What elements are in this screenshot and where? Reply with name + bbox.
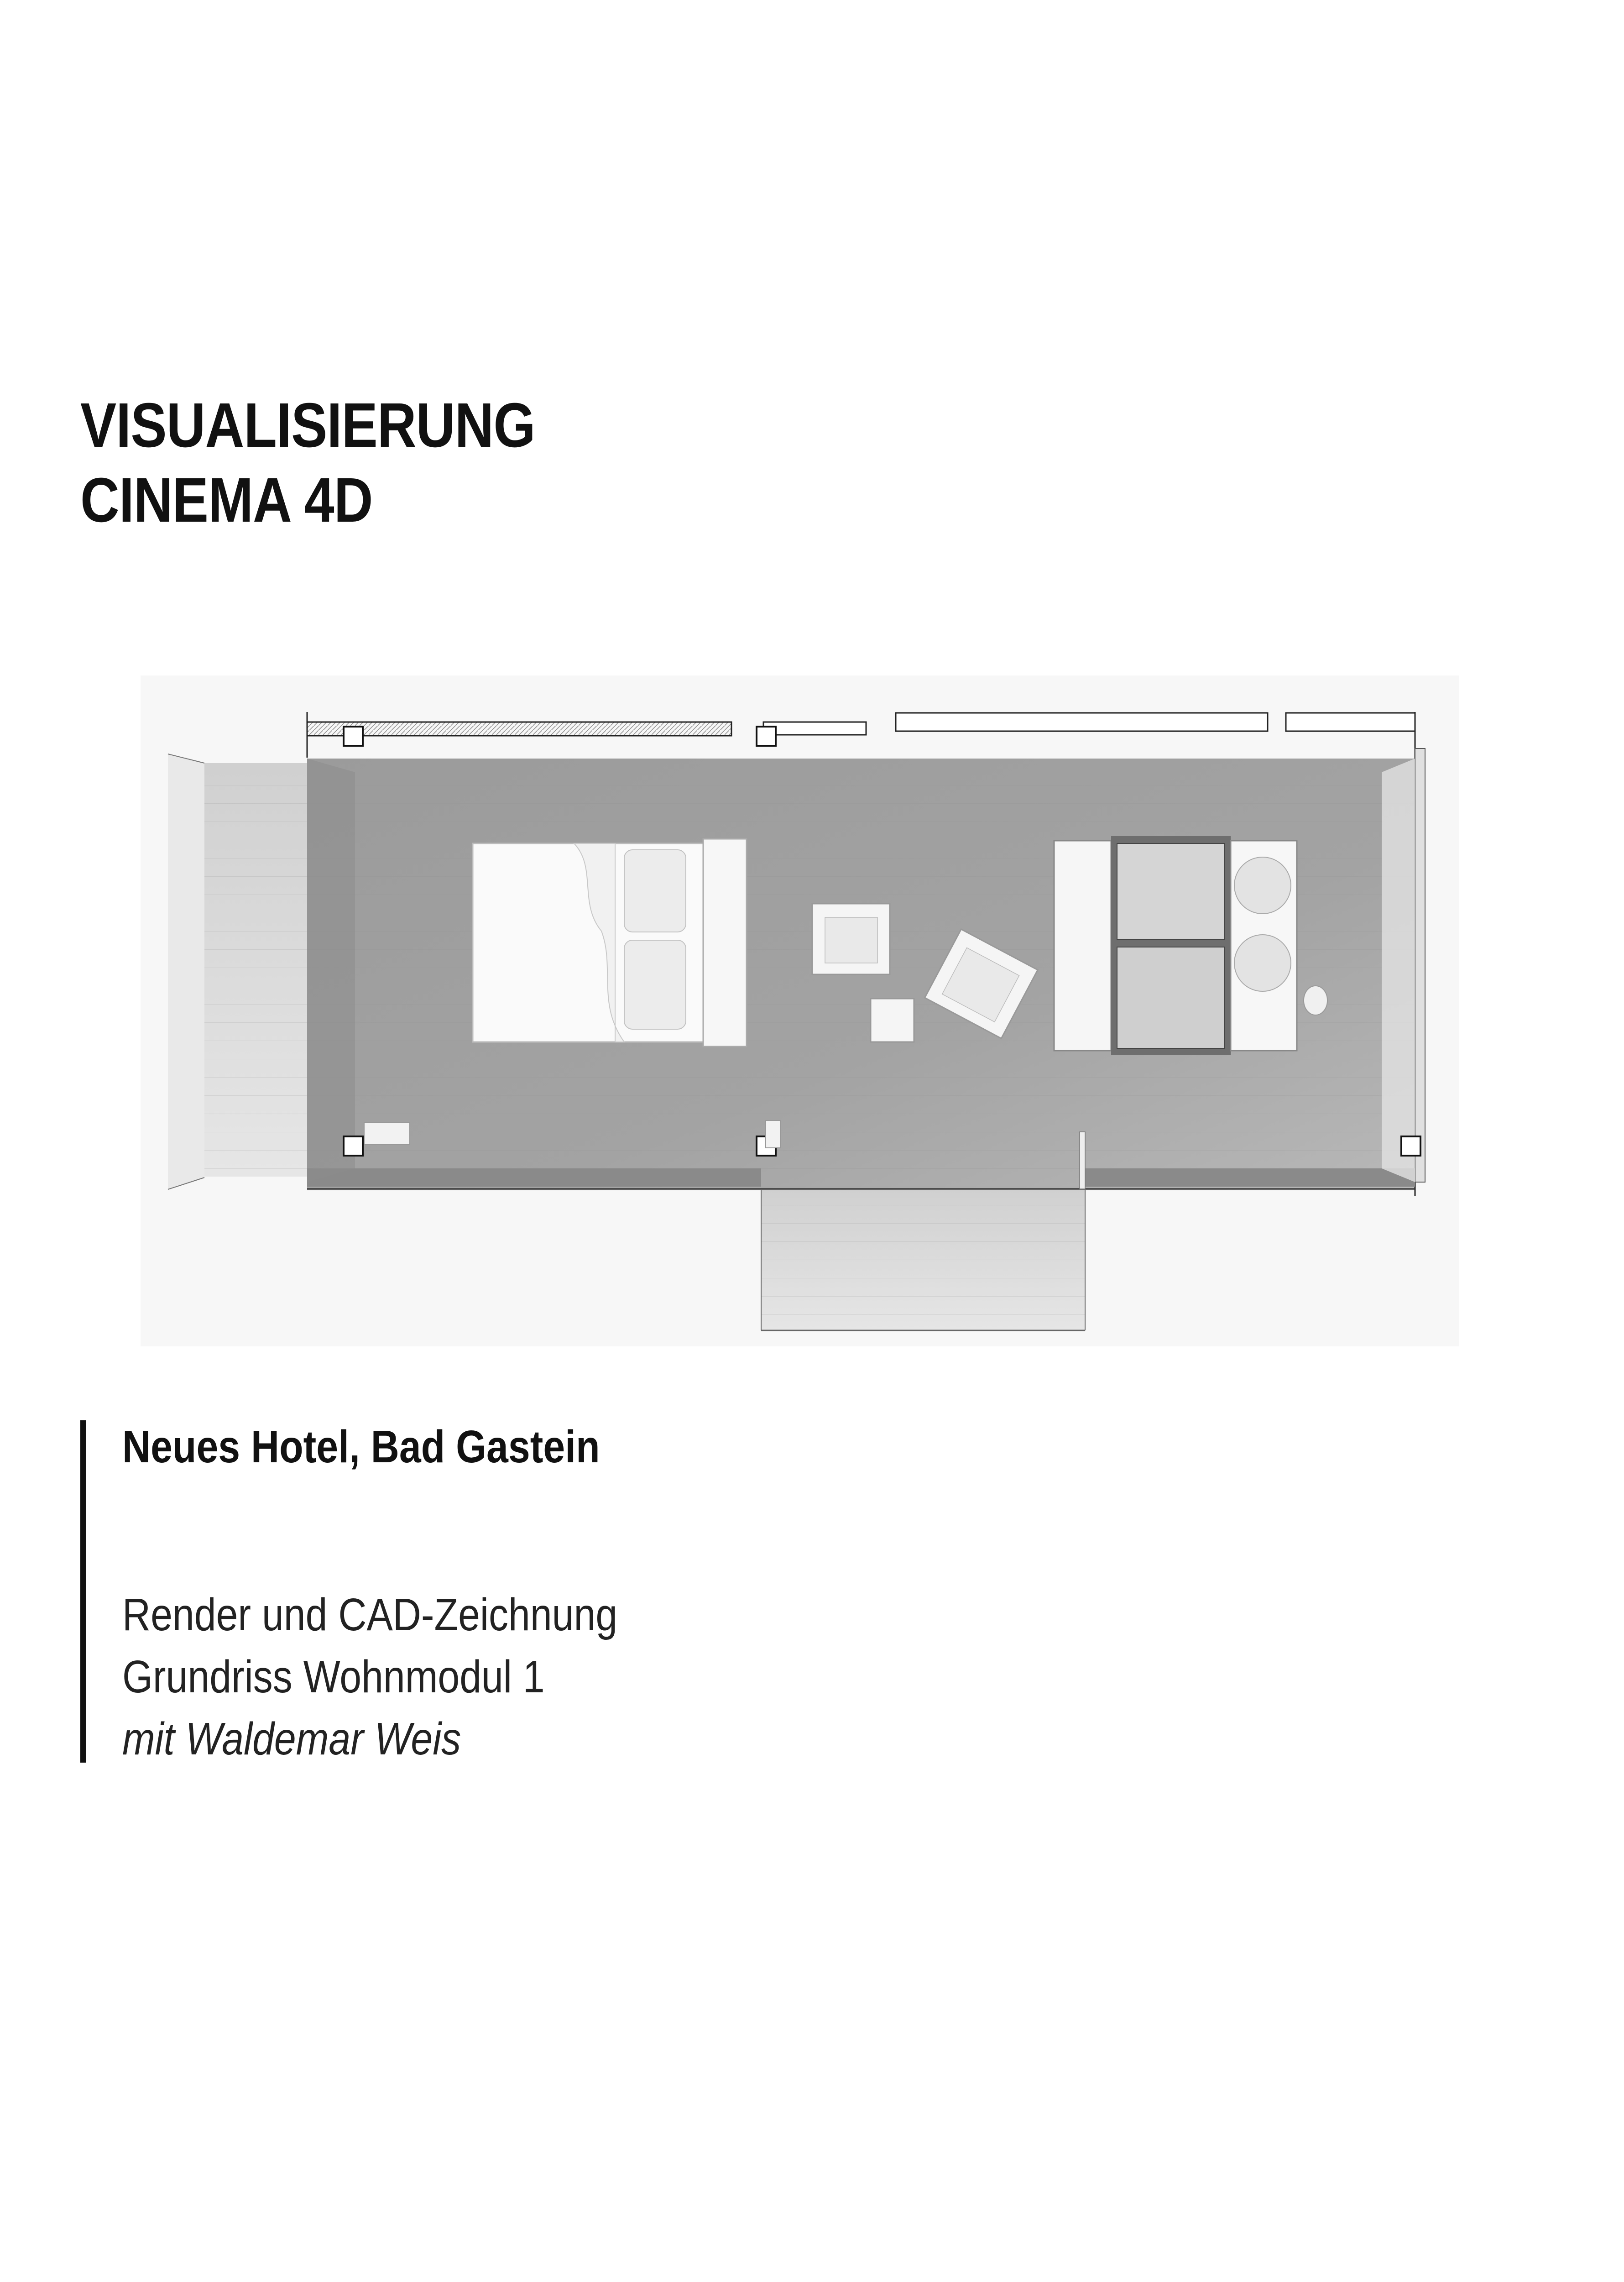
bench xyxy=(364,1123,410,1145)
caption-line-2: Grundriss Wohnmodul 1 xyxy=(122,1651,545,1702)
left-wall-shadow xyxy=(307,759,355,1182)
stool xyxy=(871,999,914,1042)
side-block xyxy=(766,1120,780,1148)
caption-details xyxy=(122,1584,698,1770)
bed xyxy=(473,839,747,1047)
left-terrace xyxy=(168,754,307,1189)
caption-line-1: Render und CAD-Zeichnung xyxy=(122,1589,618,1640)
caption-accent-bar xyxy=(80,1420,86,1763)
caption-line-3: mit Waldemar Weis xyxy=(122,1713,461,1764)
bottom-terrace xyxy=(761,1189,1085,1330)
caption-title: Neues Hotel, Bad Gastein xyxy=(122,1421,600,1472)
armchair-left xyxy=(812,904,890,974)
heading-line-1: VISUALISIERUNG xyxy=(80,390,535,461)
bathroom-unit xyxy=(1054,836,1327,1055)
floor-plan-render xyxy=(141,675,1459,1346)
floor-plan-svg xyxy=(141,675,1459,1346)
page-heading xyxy=(80,388,630,538)
right-wall-highlight xyxy=(1382,759,1415,1182)
heading-line-2: CINEMA 4D xyxy=(80,465,373,535)
